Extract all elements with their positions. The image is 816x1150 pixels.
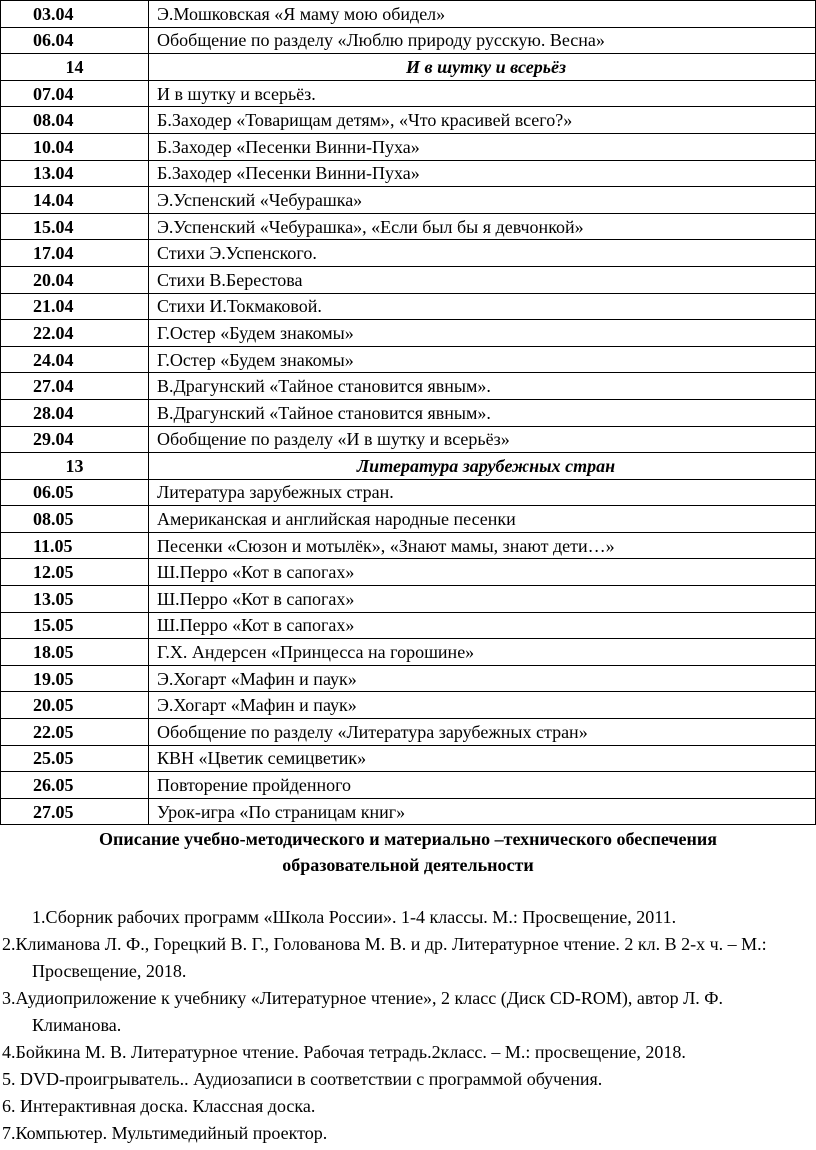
lesson-date: 22.04 bbox=[1, 320, 149, 347]
lesson-topic: И в шутку и всерьёз. bbox=[149, 80, 816, 107]
reference-item: 4.Бойкина М. В. Литературное чтение. Рабочая тетрадь.2класс. – М.: просвещение, 2018. bbox=[2, 1042, 686, 1062]
table-row bbox=[1, 160, 816, 187]
lesson-topic: Литература зарубежных стран. bbox=[149, 479, 816, 506]
table-row bbox=[1, 133, 816, 160]
lesson-date: 15.05 bbox=[1, 612, 149, 639]
lesson-topic: Ш.Перро «Кот в сапогах» bbox=[149, 612, 816, 639]
reference-item: 1.Сборник рабочих программ «Школа России». 1-4 классы. М.: Просвещение, 2011. bbox=[32, 907, 677, 927]
table-row bbox=[1, 107, 816, 134]
lesson-topic: В.Драгунский «Тайное становится явным». bbox=[149, 399, 816, 426]
lesson-topic: Э.Мошковская «Я маму мою обидел» bbox=[149, 1, 816, 28]
section-row bbox=[1, 453, 816, 480]
lesson-topic: Стихи Э.Успенского. bbox=[149, 240, 816, 267]
table-row bbox=[1, 665, 816, 692]
lesson-topic: Б.Заходер «Песенки Винни-Пуха» bbox=[149, 133, 816, 160]
table-row bbox=[1, 320, 816, 347]
lesson-topic: Г.Х. Андерсен «Принцесса на горошине» bbox=[149, 639, 816, 666]
lesson-topic: Стихи В.Берестова bbox=[149, 266, 816, 293]
schedule-body bbox=[1, 1, 816, 825]
lesson-date: 27.04 bbox=[1, 373, 149, 400]
table-row bbox=[1, 399, 816, 426]
lesson-date: 20.04 bbox=[1, 266, 149, 293]
lesson-topic: Обобщение по разделу «И в шутку и всерьёз» bbox=[149, 426, 816, 453]
table-row bbox=[1, 772, 816, 799]
table-row bbox=[1, 1, 816, 28]
lesson-date: 29.04 bbox=[1, 426, 149, 453]
lesson-date: 24.04 bbox=[1, 346, 149, 373]
table-row bbox=[1, 612, 816, 639]
lesson-date: 28.04 bbox=[1, 399, 149, 426]
lesson-date: 14.04 bbox=[1, 187, 149, 214]
table-row bbox=[1, 27, 816, 54]
section-title: И в шутку и всерьёз bbox=[149, 54, 816, 81]
table-row bbox=[1, 213, 816, 240]
lesson-topic: Ш.Перро «Кот в сапогах» bbox=[149, 586, 816, 613]
lesson-date: 19.05 bbox=[1, 665, 149, 692]
lesson-topic: КВН «Цветик семицветик» bbox=[149, 745, 816, 772]
reference-item: 7.Компьютер. Мультимедийный проектор. bbox=[2, 1123, 328, 1143]
table-row bbox=[1, 559, 816, 586]
lesson-topic: Э.Успенский «Чебурашка», «Если был бы я девчонкой» bbox=[149, 213, 816, 240]
references-list bbox=[0, 904, 812, 1147]
table-row bbox=[1, 426, 816, 453]
lesson-topic: Б.Заходер «Товарищам детям», «Что красивей всего?» bbox=[149, 107, 816, 134]
lesson-date: 22.05 bbox=[1, 719, 149, 746]
lesson-date: 10.04 bbox=[1, 133, 149, 160]
lesson-date: 13.05 bbox=[1, 586, 149, 613]
reference-item: 3.Аудиоприложение к учебнику «Литературное чтение», 2 класс (Диск CD-ROM), автор Л. Ф. Климанова. bbox=[2, 988, 723, 1035]
table-row bbox=[1, 745, 816, 772]
table-row bbox=[1, 293, 816, 320]
lesson-topic: Э.Успенский «Чебурашка» bbox=[149, 187, 816, 214]
lesson-date: 15.04 bbox=[1, 213, 149, 240]
table-row bbox=[1, 719, 816, 746]
table-row bbox=[1, 346, 816, 373]
section-title: Литература зарубежных стран bbox=[149, 453, 816, 480]
lesson-date: 06.04 bbox=[1, 27, 149, 54]
table-row bbox=[1, 586, 816, 613]
lesson-date: 06.05 bbox=[1, 479, 149, 506]
section-hours: 13 bbox=[1, 453, 149, 480]
table-row bbox=[1, 532, 816, 559]
lesson-topic: Ш.Перро «Кот в сапогах» bbox=[149, 559, 816, 586]
section-hours: 14 bbox=[1, 54, 149, 81]
heading-line-2: образовательной деятельности bbox=[282, 855, 534, 875]
table-row bbox=[1, 266, 816, 293]
table-row bbox=[1, 506, 816, 533]
lesson-topic: Американская и английская народные песенки bbox=[149, 506, 816, 533]
section-row bbox=[1, 54, 816, 81]
lesson-date: 25.05 bbox=[1, 745, 149, 772]
table-row bbox=[1, 479, 816, 506]
lesson-topic: Г.Остер «Будем знакомы» bbox=[149, 346, 816, 373]
lesson-date: 21.04 bbox=[1, 293, 149, 320]
lesson-date: 08.04 bbox=[1, 107, 149, 134]
heading-line-1: Описание учебно-методического и материально –технического обеспечения bbox=[98, 829, 718, 849]
lesson-date: 08.05 bbox=[1, 506, 149, 533]
table-row bbox=[1, 798, 816, 825]
lesson-date: 26.05 bbox=[1, 772, 149, 799]
table-row bbox=[1, 639, 816, 666]
lesson-topic: Урок-игра «По страницам книг» bbox=[149, 798, 816, 825]
table-row bbox=[1, 80, 816, 107]
lesson-date: 20.05 bbox=[1, 692, 149, 719]
section-heading bbox=[0, 826, 816, 878]
lesson-date: 07.04 bbox=[1, 80, 149, 107]
lesson-topic: Э.Хогарт «Мафин и паук» bbox=[149, 692, 816, 719]
lesson-topic: Обобщение по разделу «Люблю природу русскую. Весна» bbox=[149, 27, 816, 54]
lesson-topic: Песенки «Сюзон и мотылёк», «Знают мамы, знают дети…» bbox=[149, 532, 816, 559]
lesson-date: 03.04 bbox=[1, 1, 149, 28]
table-row bbox=[1, 692, 816, 719]
reference-item: 2.Климанова Л. Ф., Горецкий В. Г., Голованова М. В. и др. Литературное чтение. 2 кл. В 2-х ч. – М.: Просвещение, 2018. bbox=[2, 934, 767, 981]
table-row bbox=[1, 240, 816, 267]
table-row bbox=[1, 373, 816, 400]
lesson-topic: Э.Хогарт «Мафин и паук» bbox=[149, 665, 816, 692]
lesson-date: 12.05 bbox=[1, 559, 149, 586]
lesson-topic: Б.Заходер «Песенки Винни-Пуха» bbox=[149, 160, 816, 187]
table-row bbox=[1, 187, 816, 214]
lesson-topic: Г.Остер «Будем знакомы» bbox=[149, 320, 816, 347]
lesson-date: 27.05 bbox=[1, 798, 149, 825]
lesson-topic: Повторение пройденного bbox=[149, 772, 816, 799]
reference-item: 6. Интерактивная доска. Классная доска. bbox=[2, 1096, 316, 1116]
lesson-date: 18.05 bbox=[1, 639, 149, 666]
lesson-topic: Обобщение по разделу «Литература зарубежных стран» bbox=[149, 719, 816, 746]
lesson-date: 17.04 bbox=[1, 240, 149, 267]
lesson-topic: Стихи И.Токмаковой. bbox=[149, 293, 816, 320]
lesson-date: 11.05 bbox=[1, 532, 149, 559]
reference-item: 5. DVD-проигрыватель.. Аудиозаписи в соответствии с программой обучения. bbox=[2, 1069, 603, 1089]
lesson-date: 13.04 bbox=[1, 160, 149, 187]
lesson-topic: В.Драгунский «Тайное становится явным». bbox=[149, 373, 816, 400]
